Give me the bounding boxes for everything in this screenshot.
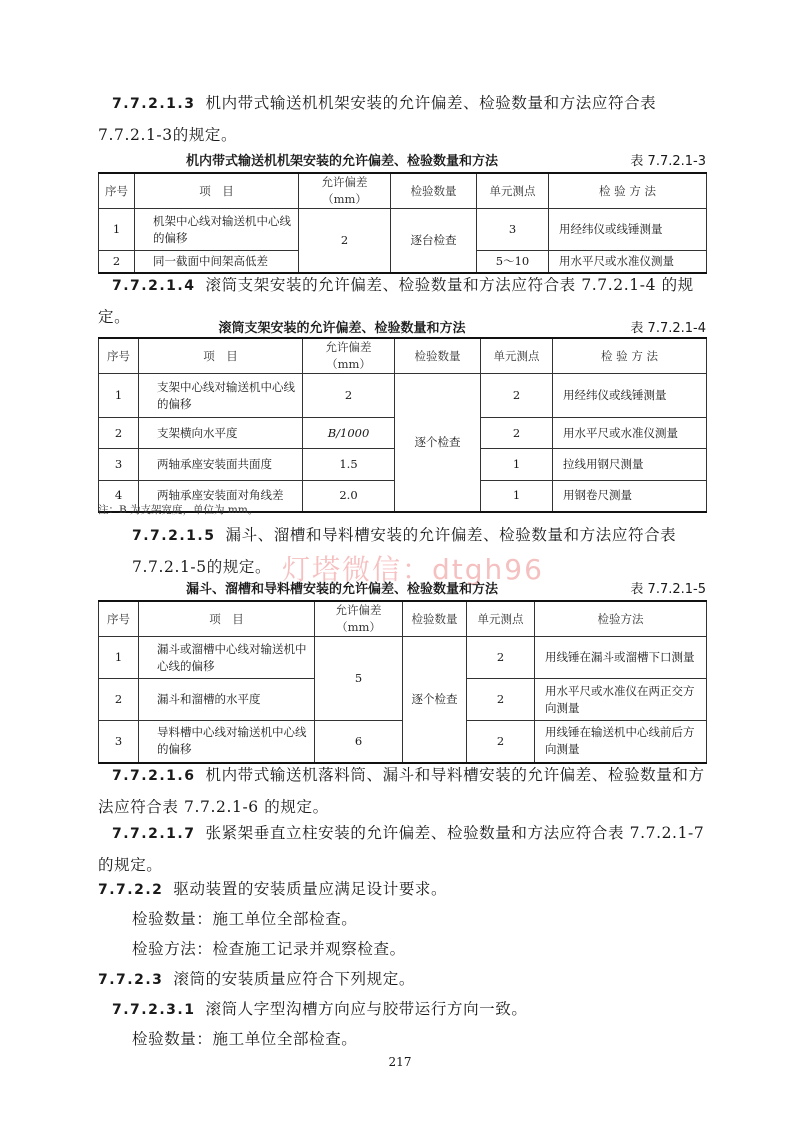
tolerance-cell: 1.5 (303, 449, 395, 481)
clause-number: 7.7.2.1.5 (132, 528, 216, 544)
table-7-7-2-1-3 (98, 172, 707, 274)
tolerance-cell: 6 (315, 721, 403, 763)
clause-number: 7.7.2.2 (98, 882, 164, 898)
inspection-method: 检验方法：检查施工记录并观察检查。 (132, 940, 406, 958)
table-caption (98, 150, 706, 170)
table-number: 表 7.7.2.1-5 (630, 582, 706, 597)
clause-number: 7.7.2.1.6 (112, 768, 196, 784)
header-cell: 单元测点 (481, 338, 553, 374)
method-cell: 用经纬仪或线锤测量 (549, 209, 707, 251)
table-header-row (99, 601, 707, 637)
table-title: 机内带式输送机机架安装的允许偏差、检验数量和方法 (185, 154, 498, 169)
header-cell: 允许偏差（mm） (315, 601, 403, 637)
clause-number: 7.7.2.3.1 (112, 1002, 196, 1018)
item-cell: 导料槽中心线对输送机中心线的偏移 (139, 721, 315, 763)
item-cell: 两轴承座安装面共面度 (139, 449, 303, 481)
table-title: 滚筒支架安装的允许偏差、检验数量和方法 (218, 321, 466, 336)
table-7-7-2-1-5 (98, 600, 707, 764)
row-number: 3 (99, 449, 139, 481)
table-row (99, 209, 707, 251)
clause-number: 7.7.2.3 (98, 972, 164, 988)
header-cell: 项 目 (135, 173, 299, 209)
clause-text: 滚筒支架安装的允许偏差、检验数量和方法应符合表 7.7.2.1-4 的规定。 (98, 276, 694, 326)
header-cell: 检验数量 (395, 338, 481, 374)
table-7-7-2-1-4 (98, 337, 707, 513)
inspection-quantity: 检验数量：施工单位全部检查。 (132, 910, 358, 928)
table-header-row (99, 173, 707, 209)
item-cell: 漏斗或溜槽中心线对输送机中心线的偏移 (139, 637, 315, 679)
method-cell: 用水平尺或水准仪测量 (553, 418, 707, 449)
tolerance-cell: 2 (303, 374, 395, 418)
table-caption (98, 578, 706, 598)
points-cell: 2 (467, 679, 535, 721)
tolerance-cell: 2.0 (303, 481, 395, 512)
header-cell: 序号 (99, 173, 135, 209)
points-cell: 1 (481, 449, 553, 481)
clause-text: 机内带式输送机机架安装的允许偏差、检验数量和方法应符合表7.7.2.1-3的规定。 (98, 94, 657, 144)
clause-7-7-2-1-7 (98, 818, 708, 881)
tolerance-cell: B/1000 (303, 418, 395, 449)
clause-text: 张紧架垂直立柱安装的允许偏差、检验数量和方法应符合表 7.7.2.1-7的规定。 (98, 824, 705, 874)
method-cell: 用钢卷尺测量 (553, 481, 707, 512)
item-cell: 漏斗和溜槽的水平度 (139, 679, 315, 721)
table-caption (98, 317, 706, 337)
method-cell: 用经纬仪或线锤测量 (553, 374, 707, 418)
header-cell: 检 验 方 法 (553, 338, 707, 374)
method-cell: 用水平尺或水准仪在两正交方向测量 (535, 679, 707, 721)
header-cell: 序号 (99, 338, 139, 374)
tolerance-cell: 2 (299, 209, 391, 273)
points-cell: 1 (481, 481, 553, 512)
watermark: 灯塔微信：dtgh96 (282, 553, 544, 586)
table-header-row (99, 338, 707, 374)
row-number: 2 (99, 418, 139, 449)
clause-7-7-2-1-6 (98, 760, 708, 823)
header-cell: 单元测点 (477, 173, 549, 209)
table-title: 漏斗、溜槽和导料槽安装的允许偏差、检验数量和方法 (185, 582, 498, 597)
item-cell: 同一截面中间架高低差 (135, 251, 299, 273)
table-number: 表 7.7.2.1-3 (630, 154, 706, 169)
header-cell: 序号 (99, 601, 139, 637)
header-cell: 允许偏差（mm） (299, 173, 391, 209)
clause-number: 7.7.2.1.7 (112, 826, 196, 842)
row-number: 3 (99, 721, 139, 763)
row-number: 1 (99, 209, 135, 251)
item-cell: 支架中心线对输送机中心线的偏移 (139, 374, 303, 418)
header-cell: 检验方法 (535, 601, 707, 637)
points-cell: 2 (481, 418, 553, 449)
points-cell: 3 (477, 209, 549, 251)
item-cell: 机架中心线对输送机中心线的偏移 (135, 209, 299, 251)
row-number: 2 (99, 679, 139, 721)
method-cell: 用水平尺或水准仪测量 (549, 251, 707, 273)
quantity-cell: 逐个检查 (403, 637, 467, 763)
row-number: 1 (99, 374, 139, 418)
header-cell: 单元测点 (467, 601, 535, 637)
clause-text: 机内带式输送机落料筒、漏斗和导料槽安装的允许偏差、检验数量和方法应符合表 7.7.2.1-6 的规定。 (98, 766, 705, 816)
quantity-cell: 逐台检查 (391, 209, 477, 273)
table-row (99, 374, 707, 418)
method-cell: 用线锤在输送机中心线前后方向测量 (535, 721, 707, 763)
inspection-quantity: 检验数量：施工单位全部检查。 (132, 1030, 358, 1048)
header-cell: 检验数量 (403, 601, 467, 637)
clause-7-7-2-3 (98, 964, 708, 996)
header-cell: 项 目 (139, 601, 315, 637)
points-cell: 5～10 (477, 251, 549, 273)
points-cell: 2 (481, 374, 553, 418)
header-cell: 检验数量 (391, 173, 477, 209)
clause-7-7-2-1-3 (98, 88, 708, 151)
header-cell: 项 目 (139, 338, 303, 374)
table-note: 注：B 为支架宽度，单位为 mm。 (98, 504, 259, 516)
clause-number: 7.7.2.1.4 (112, 278, 196, 294)
points-cell: 2 (467, 721, 535, 763)
clause-text: 滚筒人字型沟槽方向应与胶带运行方向一致。 (205, 1000, 528, 1018)
header-cell: 检 验 方 法 (549, 173, 707, 209)
page-number: 217 (388, 1055, 412, 1069)
row-number: 4 (99, 481, 139, 512)
clause-7-7-2-3-1 (98, 994, 708, 1026)
row-number: 1 (99, 637, 139, 679)
clause-number: 7.7.2.1.3 (112, 96, 196, 112)
clause-text: 驱动装置的安装质量应满足设计要求。 (173, 880, 448, 898)
points-cell: 2 (467, 637, 535, 679)
row-number: 2 (99, 251, 135, 273)
table-number: 表 7.7.2.1-4 (630, 321, 706, 336)
clause-7-7-2-2 (98, 874, 708, 906)
tolerance-cell: 5 (315, 637, 403, 721)
method-cell: 拉线用钢尺测量 (553, 449, 707, 481)
method-cell: 用线锤在漏斗或溜槽下口测量 (535, 637, 707, 679)
clause-text: 滚筒的安装质量应符合下列规定。 (173, 970, 415, 988)
header-cell: 允许偏差（mm） (303, 338, 395, 374)
item-cell: 支架横向水平度 (139, 418, 303, 449)
table-row (99, 637, 707, 679)
quantity-cell: 逐个检查 (395, 374, 481, 512)
item-cell: 两轴承座安装面对角线差 (139, 481, 303, 512)
clause-text: 漏斗、溜槽和导料槽安装的允许偏差、检验数量和方法应符合表 7.7.2.1-5的规定。 (132, 526, 677, 576)
